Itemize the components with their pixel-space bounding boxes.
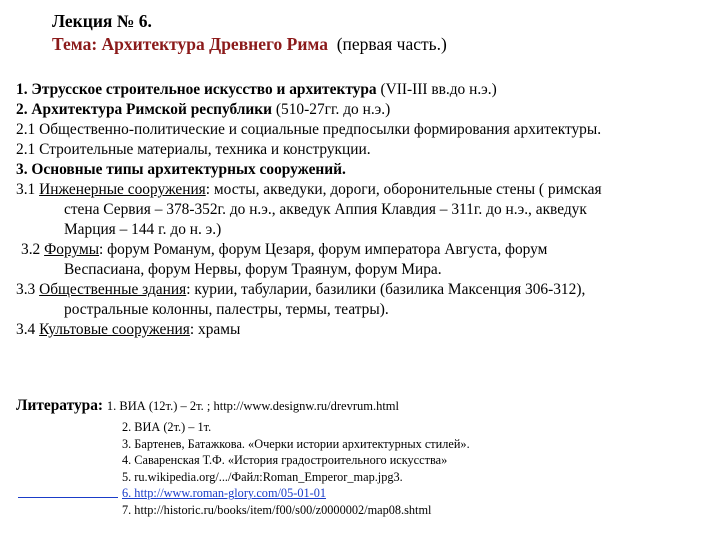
item-number: 3. — [16, 161, 28, 178]
item-heading: Культовые сооружения — [39, 321, 190, 338]
item-text: Строительные материалы, техника и конструкции. — [39, 141, 371, 158]
item-line: Марция – 144 г. до н. э.) — [64, 221, 222, 238]
item-heading: Инженерные сооружения — [39, 181, 206, 198]
reference-item: 5. ru.wikipedia.org/.../Файл:Roman_Emperor_map.jpg3. — [122, 469, 403, 484]
list-item — [16, 140, 716, 160]
list-item — [16, 180, 716, 240]
item-text: Основные типы архитектурных сооружений. — [31, 161, 346, 178]
reference-link[interactable]: 6. http://www.roman-glory.com/05-01-01 — [122, 486, 327, 501]
link-underline — [18, 497, 118, 498]
item-text: Этрусское строительное искусство и архитектура — [31, 81, 377, 98]
item-line: ростральные колонны, палестры, термы, театры). — [64, 301, 389, 318]
topic-title: Архитектура Древнего Рима — [101, 34, 328, 54]
reference-item: 2. ВИА (2т.) – 1т. — [122, 420, 212, 434]
item-heading: Форумы — [44, 241, 100, 258]
item-tail: (510-27гг. до н.э.) — [275, 101, 391, 118]
list-item — [16, 240, 716, 280]
item-number: 3.2 — [21, 241, 41, 258]
lecture-number: Лекция № 6. — [52, 11, 152, 31]
reference-item: 4. Саваренская Т.Ф. «История градостроительного искусства» — [122, 453, 448, 468]
item-line: Веспасиана, форум Нервы, форум Траянум, форум Мира. — [64, 261, 442, 278]
literature-label: Литература: — [16, 397, 104, 414]
item-number: 3.1 — [16, 181, 36, 198]
list-item — [16, 80, 716, 100]
item-line: : храмы — [189, 321, 241, 338]
item-number: 1. — [16, 81, 28, 98]
list-item — [16, 320, 716, 340]
item-number: 2.1 — [16, 121, 36, 138]
list-item — [16, 100, 716, 120]
item-number: 3.3 — [16, 281, 36, 298]
item-heading: Общественные здания — [39, 281, 187, 298]
outline-list — [16, 80, 716, 340]
item-line: : мосты, акведуки, дороги, оборонительные стены ( римская — [205, 181, 602, 198]
literature-heading — [16, 396, 399, 416]
item-tail: (VII-III вв.до н.э.) — [380, 81, 497, 98]
item-number: 2. — [16, 101, 28, 118]
reference-item: 3. Бартенев, Батажкова. «Очерки истории архитектурных стилей». — [122, 436, 470, 451]
list-item — [16, 120, 716, 140]
list-item — [16, 280, 716, 320]
item-line: : курии, табуларии, базилики (базилика Максенция 306-312), — [186, 281, 586, 298]
item-number: 2.1 — [16, 141, 36, 158]
slide-title — [52, 10, 447, 56]
item-text: Архитектура Римской республики — [31, 101, 273, 118]
reference-item: 1. ВИА (12т.) – 2т. ; http://www.designw.ru/drevrum.html — [106, 399, 399, 413]
reference-list — [122, 419, 470, 519]
list-item — [16, 160, 716, 180]
reference-item: 7. http://historic.ru/books/item/f00/s00/z0000002/map08.shtml — [122, 502, 432, 517]
topic-label: Тема: — [52, 34, 98, 54]
item-number: 3.4 — [16, 321, 36, 338]
item-text: Общественно-политические и социальные предпосылки формирования архитектуры. — [39, 121, 602, 138]
item-line: стена Сервия – 378-352г. до н.э., акведук Аппия Клавдия – 311г. до н.э., акведук — [64, 201, 587, 218]
topic-suffix: (первая часть.) — [336, 34, 447, 54]
item-line: : форум Романум, форум Цезаря, форум императора Августа, форум — [99, 241, 548, 258]
